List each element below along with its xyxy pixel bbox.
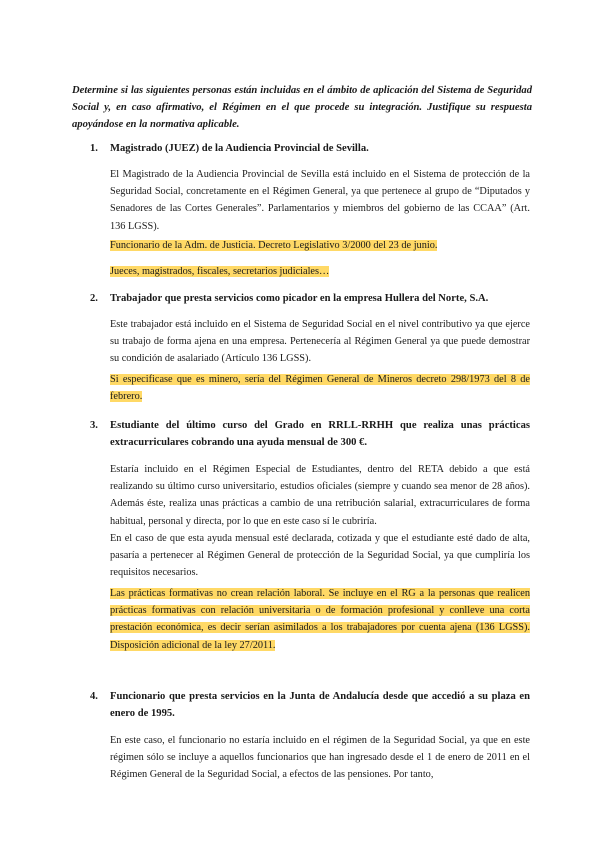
item-3-number: 3.	[90, 420, 98, 431]
item-4-title	[90, 688, 530, 722]
item-3-title-text: Estudiante del último curso del Grado en RRLL-RRHH que realiza unas prácticas extracurriculares cobrando una ayuda mensual de 300 €.	[110, 420, 530, 448]
item-4-title-text: Funcionario que presta servicios en la Junta de Andalucía desde que accedió a su plaza en enero de 1995.	[110, 691, 530, 719]
item-1-number: 1.	[90, 143, 98, 154]
item-2-note-1-highlight: Si especificase que es minero, sería del Régimen General de Mineros decreto 298/1973 del 8 de febrero.	[110, 374, 530, 403]
item-2-answer: Este trabajador está incluido en el Sistema de Seguridad Social en el nivel contributivo ya que ejerce su trabajo de forma ajena en una empresa. Pertenecería al Régimen General ya que puede demostrar su condición de asalariado (Artículo 136 LGSS).	[110, 319, 530, 365]
item-4-answer: En este caso, el funcionario no estaría incluido en el régimen de la Seguridad Social, ya que en este régimen sólo se incluye a aquellos funcionarios que han ingresado desde el 1 de enero de 2011 en el Régimen General de la Seguridad Social, a efectos de las pensiones. Por tanto,	[110, 735, 530, 781]
item-1-note-2-highlight: Jueces, magistrados, fiscales, secretarios judiciales…	[110, 266, 330, 277]
item-1-note-2	[110, 263, 530, 280]
item-2-number: 2.	[90, 293, 98, 304]
item-3-note-1	[110, 585, 530, 654]
item-1-title-text: Magistrado (JUEZ) de la Audiencia Provincial de Sevilla.	[110, 143, 369, 154]
item-3-title	[90, 417, 530, 451]
item-2-note-1	[110, 371, 530, 405]
item-1-title	[90, 140, 530, 157]
instructions-paragraph: Determine si las siguientes personas están incluidas en el ámbito de aplicación del Sistema de Seguridad Social y, en caso afirmativo, el Régimen en el que procede su integración. Justifique su respuesta apoyándose en la normativa aplicable.	[72, 85, 532, 130]
item-1-note-1-highlight: Funcionario de la Adm. de Justicia. Decreto Legislativo 3/2000 del 23 de junio.	[110, 240, 438, 251]
item-1-note-1	[110, 237, 530, 254]
item-2-title	[90, 290, 530, 307]
item-1-answer: El Magistrado de la Audiencia Provincial de Sevilla está incluido en el Sistema de protección de la Seguridad Social, concretamente en el Régimen General, ya que pertenece al grupo de “Diputados y Senadores de las Cortes Generales”. Parlamentarios y miembros del gobierno de las CCAA” (Art. 136 LGSS).	[110, 169, 530, 232]
item-3-answer-2: En el caso de que esta ayuda mensual esté declarada, cotizada y que el estudiante esté dado de alta, pasaría a pertenecer al Régimen General de protección de la Seguridad Social, ya que cumpliría los requisitos necesarios.	[110, 533, 530, 579]
item-3-answer: Estaría incluido en el Régimen Especial de Estudiantes, dentro del RETA debido a que está realizando su último curso universitario, estudios oficiales (siempre y cuando sea menor de 28 años). Además éste, realiza unas prácticas a cambio de una retribución salarial, extracurriculares de forma habitual, personal y directa, por lo que en este caso sí le cubriría.	[110, 464, 530, 527]
item-2-title-text: Trabajador que presta servicios como picador en la empresa Hullera del Norte, S.A.	[110, 293, 489, 304]
item-4-number: 4.	[90, 691, 98, 702]
item-3-note-1-highlight: Las prácticas formativas no crean relación laboral. Se incluye en el RG a la personas que realicen prácticas formativas con relación universitaria o de formación profesional y conlleve una corta prestación económica, es decir serían asimilados a los trabajadores por cuenta ajena (136 LGSS). Disposición adicional de la ley 27/2011.	[110, 588, 530, 651]
